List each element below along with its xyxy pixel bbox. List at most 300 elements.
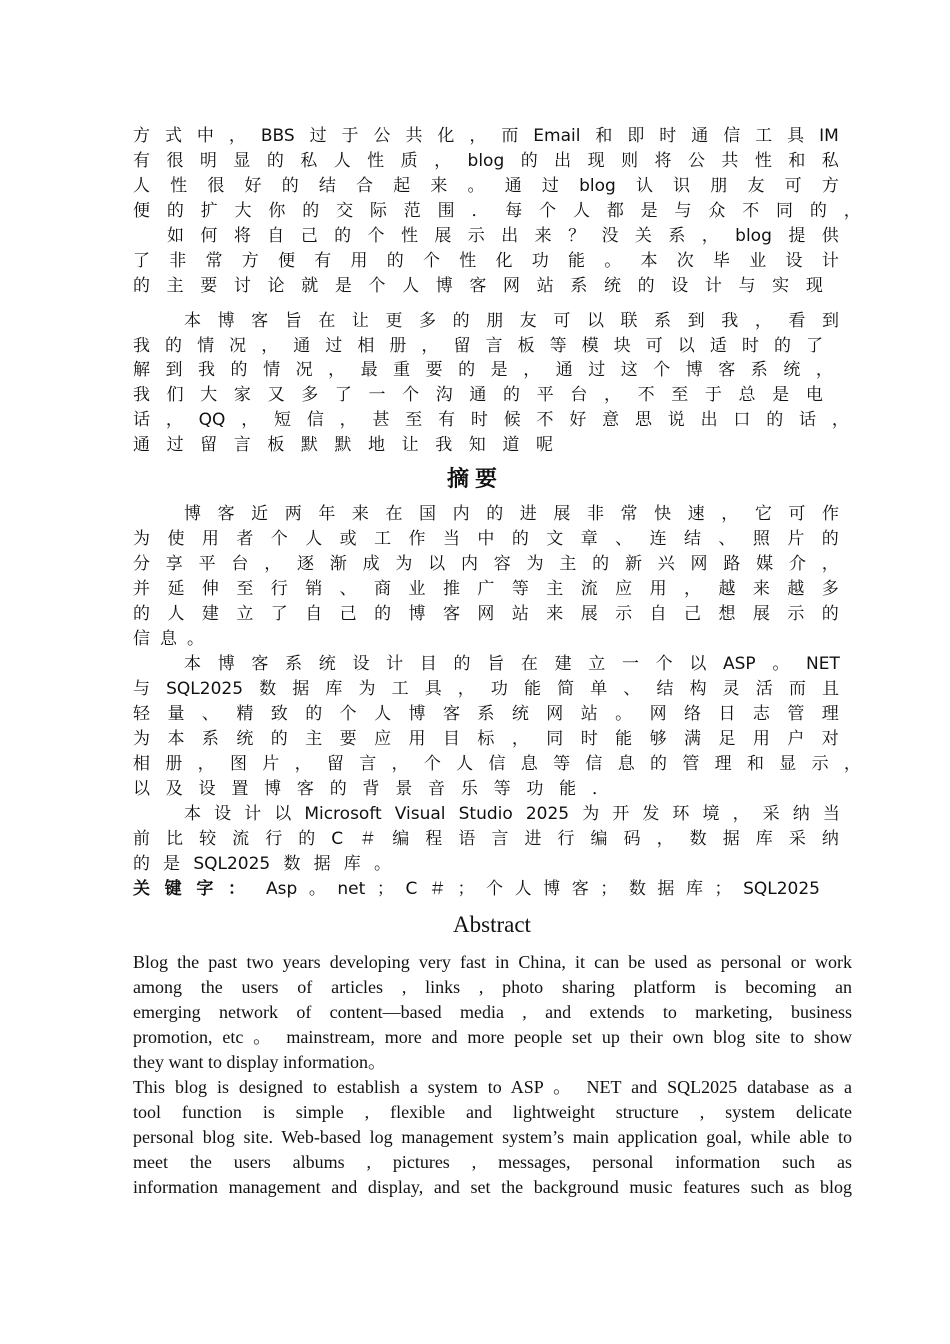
text-token: 立 bbox=[236, 604, 254, 624]
text-token: 电 bbox=[805, 385, 823, 405]
text-token: 人 bbox=[572, 201, 590, 221]
text-token: 人 bbox=[514, 879, 532, 899]
text-token: 个 bbox=[368, 276, 386, 296]
text-token: 我 bbox=[435, 435, 453, 455]
text-token: 数 bbox=[689, 829, 707, 849]
text-token: 平 bbox=[198, 554, 216, 574]
text-token: 适 bbox=[709, 336, 727, 356]
text-token: 数 bbox=[283, 854, 301, 874]
text-token: 渐 bbox=[329, 554, 347, 574]
text-line bbox=[133, 777, 609, 802]
text-token: 过 bbox=[166, 435, 184, 455]
text-token: 时 bbox=[470, 410, 488, 430]
text-token: ， bbox=[721, 504, 739, 524]
text-line bbox=[133, 383, 823, 408]
text-token: 立 bbox=[588, 654, 606, 674]
text-token: 、 bbox=[339, 579, 357, 599]
text-token: 范 bbox=[403, 201, 421, 221]
abstract-zh-title: 摘要 bbox=[446, 467, 503, 492]
text-line: information management and display, and set the background music features such as blog bbox=[133, 1177, 852, 1197]
text-line bbox=[133, 827, 839, 852]
text-token: ： bbox=[227, 879, 245, 899]
text-token: 己 bbox=[300, 226, 318, 246]
text-token: 意 bbox=[602, 410, 620, 430]
text-token: 个 bbox=[653, 360, 671, 380]
text-token: 自 bbox=[267, 226, 285, 246]
text-token: 起 bbox=[393, 176, 411, 196]
text-token: 志 bbox=[752, 704, 770, 724]
keywords-label bbox=[133, 877, 245, 902]
text-token: 过 bbox=[309, 126, 327, 146]
text-token: 现 bbox=[587, 151, 605, 171]
text-line bbox=[133, 174, 839, 199]
text-token: 个 bbox=[655, 654, 673, 674]
text-token: 建 bbox=[554, 654, 572, 674]
text-token: SQL2025 bbox=[743, 879, 820, 899]
text-token: ， bbox=[732, 804, 750, 824]
text-token: 或 bbox=[339, 529, 357, 549]
text-token: 是 bbox=[640, 201, 658, 221]
text-token: 个 bbox=[270, 529, 288, 549]
text-token: Email bbox=[533, 126, 581, 146]
text-token: 的 bbox=[298, 829, 316, 849]
text-token: 功 bbox=[531, 251, 549, 271]
text-token: 功 bbox=[490, 679, 508, 699]
text-token: 环 bbox=[672, 804, 690, 824]
text-token: 目 bbox=[419, 654, 437, 674]
text-token: 来 bbox=[351, 504, 369, 524]
text-token: 次 bbox=[676, 251, 694, 271]
text-token: 系 bbox=[570, 276, 588, 296]
text-token: 业 bbox=[749, 251, 767, 271]
text-token: 的 bbox=[821, 604, 839, 624]
text-token: 能 bbox=[568, 251, 585, 271]
text-token: 站 bbox=[536, 276, 554, 296]
text-token: 库 bbox=[755, 829, 773, 849]
text-token: 关 bbox=[634, 226, 652, 246]
text-token: 工 bbox=[374, 529, 392, 549]
text-token: 建 bbox=[201, 604, 219, 624]
text-token: 以 bbox=[586, 311, 604, 331]
text-token: 毕 bbox=[713, 251, 730, 271]
text-token: ； bbox=[714, 879, 732, 899]
text-token: 伸 bbox=[201, 579, 219, 599]
text-token: 来 bbox=[534, 226, 552, 246]
text-token: 流 bbox=[580, 579, 598, 599]
text-token: 性 bbox=[400, 226, 418, 246]
text-token: 设 bbox=[198, 779, 216, 799]
text-token: 何 bbox=[200, 226, 218, 246]
text-token: 单 bbox=[590, 679, 608, 699]
text-token: 过 bbox=[541, 176, 559, 196]
text-token: 主 bbox=[546, 579, 564, 599]
text-token: 标 bbox=[477, 729, 495, 749]
text-token: 享 bbox=[165, 554, 183, 574]
text-token: net bbox=[337, 879, 366, 899]
keywords-value bbox=[266, 877, 820, 902]
text-token: 家 bbox=[233, 385, 251, 405]
text-token: 客 bbox=[251, 311, 269, 331]
text-token: 据 bbox=[313, 854, 331, 874]
text-token: 我 bbox=[133, 385, 150, 405]
text-token: 让 bbox=[401, 435, 419, 455]
text-token: 数 bbox=[628, 879, 646, 899]
text-token: 是 bbox=[163, 854, 181, 874]
text-token: 为 bbox=[395, 554, 413, 574]
text-token: 能 bbox=[559, 779, 577, 799]
text-token: 个 bbox=[423, 251, 440, 271]
text-token: 公 bbox=[373, 126, 391, 146]
text-token: SQL2025 bbox=[193, 854, 271, 874]
text-token: 主 bbox=[305, 729, 323, 749]
text-token: 没 bbox=[601, 226, 619, 246]
text-token: 销 bbox=[305, 579, 323, 599]
text-token: 是 bbox=[334, 276, 352, 296]
text-token: 的 bbox=[821, 529, 839, 549]
text-token: 扩 bbox=[200, 201, 218, 221]
text-token: 关 bbox=[133, 879, 150, 899]
text-token: blog bbox=[579, 176, 616, 196]
text-token: 于 bbox=[704, 385, 722, 405]
text-token: 短 bbox=[274, 410, 292, 430]
text-token: 来 bbox=[430, 176, 448, 196]
text-token: ， bbox=[511, 729, 529, 749]
text-token: 时 bbox=[741, 336, 759, 356]
text-token: 近 bbox=[251, 504, 269, 524]
text-token: 纳 bbox=[792, 804, 810, 824]
text-line bbox=[133, 358, 833, 383]
text-token: 主 bbox=[166, 276, 184, 296]
text-token: 为 bbox=[358, 679, 376, 699]
text-token: 示 bbox=[811, 754, 829, 774]
text-token: 它 bbox=[754, 504, 772, 524]
text-token: 都 bbox=[606, 201, 624, 221]
text-token: 的 bbox=[452, 311, 470, 331]
text-token: 留 bbox=[200, 435, 218, 455]
text-token: 信 bbox=[723, 126, 741, 146]
text-token: 能 bbox=[524, 679, 542, 699]
text-token: 据 bbox=[722, 829, 740, 849]
text-token: BBS bbox=[260, 126, 295, 146]
text-token: 合 bbox=[356, 176, 374, 196]
text-token: 模 bbox=[581, 336, 599, 356]
text-token: 工 bbox=[391, 679, 409, 699]
text-token: 的 bbox=[266, 151, 284, 171]
text-token: 化 bbox=[495, 251, 513, 271]
text-token: 性 bbox=[367, 151, 385, 171]
text-token: 为 bbox=[526, 554, 544, 574]
text-token: 地 bbox=[368, 435, 386, 455]
text-line: This blog is designed to establish a system to ASP 。 NET and SQL2025 database as a bbox=[133, 1077, 852, 1097]
text-token: 的 bbox=[165, 336, 183, 356]
text-token: 客 bbox=[442, 604, 460, 624]
text-token: 多 bbox=[419, 311, 437, 331]
text-token: 实 bbox=[772, 276, 790, 296]
text-token: 人 bbox=[456, 754, 474, 774]
text-token: 照 bbox=[752, 529, 770, 549]
text-token: 客 bbox=[718, 360, 736, 380]
text-token: 码 bbox=[623, 829, 641, 849]
text-token: 性 bbox=[170, 176, 188, 196]
text-line bbox=[184, 652, 840, 677]
text-token: 公 bbox=[687, 151, 705, 171]
text-token: 如 bbox=[167, 226, 184, 246]
text-token: 境 bbox=[702, 804, 720, 824]
text-token: ， bbox=[241, 410, 259, 430]
text-token: 的 bbox=[520, 151, 538, 171]
text-token: 简 bbox=[557, 679, 575, 699]
text-token: ， bbox=[391, 754, 409, 774]
text-token: 客 bbox=[296, 779, 314, 799]
text-token: 朋 bbox=[486, 311, 504, 331]
text-token: 便 bbox=[133, 201, 150, 221]
text-token: 络 bbox=[684, 704, 701, 724]
text-token: 分 bbox=[133, 554, 150, 574]
text-token: 系 bbox=[750, 360, 768, 380]
text-line bbox=[133, 334, 823, 359]
text-token: 主 bbox=[559, 554, 577, 574]
text-token: 让 bbox=[351, 311, 369, 331]
text-token: 、 bbox=[718, 529, 736, 549]
text-token: 况 bbox=[295, 360, 313, 380]
text-token: 性 bbox=[754, 151, 772, 171]
text-token: 量 bbox=[167, 704, 185, 724]
text-line bbox=[184, 502, 839, 527]
text-token: 和 bbox=[746, 754, 764, 774]
text-token: 构 bbox=[689, 679, 707, 699]
text-token: 在 bbox=[520, 654, 538, 674]
text-token: 通 bbox=[133, 435, 150, 455]
text-token: 到 bbox=[687, 311, 705, 331]
text-line bbox=[133, 602, 839, 627]
text-token: 的 bbox=[166, 201, 184, 221]
text-token: IM bbox=[819, 126, 839, 146]
text-token: 的 bbox=[386, 251, 404, 271]
text-token: 本 bbox=[640, 251, 658, 271]
text-token: 统 bbox=[603, 276, 621, 296]
text-token: 客 bbox=[442, 704, 460, 724]
text-token: 且 bbox=[822, 679, 839, 699]
text-token: 活 bbox=[755, 679, 773, 699]
text-token: 章 bbox=[580, 529, 598, 549]
text-token: 话 bbox=[133, 410, 150, 430]
text-line: Blog the past two years developing very fast in China, it can be used as personal or work bbox=[133, 952, 852, 972]
text-token: 留 bbox=[326, 754, 344, 774]
text-token: 前 bbox=[133, 829, 150, 849]
text-token: 论 bbox=[267, 276, 285, 296]
text-token: 。 bbox=[615, 704, 633, 724]
text-token: 的 bbox=[230, 360, 248, 380]
text-token: ＃ bbox=[428, 879, 446, 899]
text-token: 的 bbox=[374, 604, 392, 624]
text-token: 想 bbox=[718, 604, 736, 624]
text-token: 信 bbox=[306, 410, 324, 430]
text-token: 化 bbox=[437, 126, 455, 146]
text-token: 网 bbox=[546, 704, 564, 724]
text-line bbox=[133, 124, 839, 149]
text-line bbox=[133, 408, 849, 433]
text-token: 设 bbox=[785, 251, 803, 271]
text-token: 编 bbox=[392, 829, 410, 849]
text-token: 统 bbox=[318, 654, 336, 674]
text-line bbox=[133, 727, 839, 752]
text-line bbox=[133, 552, 839, 577]
text-token: 一 bbox=[368, 385, 386, 405]
text-token: 工 bbox=[755, 126, 773, 146]
text-token: 路 bbox=[723, 554, 741, 574]
text-token: 围 bbox=[437, 201, 455, 221]
text-token: 最 bbox=[360, 360, 378, 380]
text-token: 展 bbox=[553, 504, 571, 524]
text-token: 己 bbox=[339, 604, 357, 624]
text-token: 博 bbox=[264, 779, 282, 799]
text-token: 用 bbox=[649, 579, 667, 599]
text-token: 识 bbox=[673, 176, 691, 196]
text-token: 有 bbox=[438, 410, 456, 430]
text-token: 了 bbox=[133, 251, 150, 271]
text-token: 快 bbox=[654, 504, 672, 524]
text-token: 进 bbox=[524, 829, 542, 849]
text-token: 你 bbox=[268, 201, 286, 221]
text-token: 致 bbox=[270, 704, 288, 724]
text-token: 。 bbox=[373, 854, 391, 874]
text-token: ， bbox=[165, 410, 183, 430]
text-token: 出 bbox=[554, 151, 572, 171]
text-token: 客 bbox=[469, 276, 487, 296]
text-token: 册 bbox=[389, 336, 407, 356]
text-token: 用 bbox=[350, 251, 368, 271]
text-token: 的 bbox=[302, 201, 320, 221]
text-token: 设 bbox=[352, 654, 370, 674]
text-token: 我 bbox=[721, 311, 739, 331]
text-token: 。 bbox=[467, 176, 485, 196]
text-token: 了 bbox=[270, 604, 288, 624]
text-token: 结 bbox=[318, 176, 336, 196]
text-token: 系 bbox=[477, 704, 495, 724]
text-token: 置 bbox=[231, 779, 249, 799]
text-token: 、 bbox=[615, 529, 633, 549]
text-token: 通 bbox=[691, 126, 709, 146]
text-token: 内 bbox=[452, 504, 470, 524]
text-token: 博 bbox=[217, 654, 235, 674]
text-token: 乐 bbox=[460, 779, 478, 799]
text-token: 大 bbox=[200, 385, 218, 405]
text-token: 通 bbox=[504, 176, 522, 196]
text-token: 多 bbox=[821, 579, 839, 599]
text-token: 式 bbox=[164, 126, 182, 146]
text-token: 站 bbox=[580, 704, 598, 724]
text-token: 、 bbox=[623, 679, 641, 699]
text-token: 当 bbox=[822, 804, 840, 824]
text-token: ， bbox=[328, 360, 346, 380]
text-token: 通 bbox=[469, 385, 487, 405]
text-token: 行 bbox=[557, 829, 575, 849]
text-token: 系 bbox=[285, 654, 303, 674]
text-token: ， bbox=[434, 151, 452, 171]
text-token: 的 bbox=[458, 360, 476, 380]
text-token: 与 bbox=[133, 679, 150, 699]
text-token: 行 bbox=[265, 829, 283, 849]
text-line bbox=[133, 752, 861, 777]
text-token: 台 bbox=[570, 385, 588, 405]
text-token: 示 bbox=[615, 604, 633, 624]
text-token: 成 bbox=[362, 554, 380, 574]
text-token: 采 bbox=[762, 804, 780, 824]
text-token: 私 bbox=[300, 151, 318, 171]
text-token: 有 bbox=[133, 151, 150, 171]
text-token: ， bbox=[264, 554, 282, 574]
text-token: 设 bbox=[214, 804, 232, 824]
text-token: 好 bbox=[569, 410, 587, 430]
text-token: 提 bbox=[788, 226, 806, 246]
text-token: 常 bbox=[205, 251, 223, 271]
text-token: 到 bbox=[821, 311, 839, 331]
text-token: ， bbox=[843, 754, 861, 774]
text-token: 本 bbox=[184, 311, 201, 331]
text-token: 站 bbox=[511, 604, 529, 624]
text-token: ， bbox=[656, 829, 674, 849]
text-token: 很 bbox=[166, 151, 184, 171]
text-token: 看 bbox=[788, 311, 806, 331]
text-token: 具 bbox=[424, 679, 442, 699]
text-token: 网 bbox=[503, 276, 521, 296]
text-token: 为 bbox=[133, 729, 150, 749]
text-token: 以 bbox=[689, 654, 707, 674]
text-token: 的 bbox=[133, 604, 150, 624]
text-token: 知 bbox=[468, 435, 486, 455]
text-token: 私 bbox=[821, 151, 839, 171]
text-token: 程 bbox=[425, 829, 443, 849]
text-token: 人 bbox=[333, 151, 351, 171]
text-token: 据 bbox=[657, 879, 675, 899]
text-token: ； bbox=[376, 879, 394, 899]
text-token: ， bbox=[469, 126, 487, 146]
text-token: ， bbox=[421, 336, 439, 356]
text-token: 有 bbox=[314, 251, 332, 271]
text-token: 发 bbox=[642, 804, 660, 824]
text-line bbox=[133, 527, 839, 552]
text-token: 据 bbox=[292, 679, 310, 699]
text-token: 介 bbox=[788, 554, 806, 574]
text-token: 出 bbox=[501, 226, 519, 246]
text-token: 言 bbox=[485, 336, 503, 356]
text-token: Microsoft bbox=[304, 804, 382, 824]
text-token: 客 bbox=[217, 504, 235, 524]
text-token: 很 bbox=[207, 176, 225, 196]
text-token: 图 bbox=[229, 754, 247, 774]
abstract-en-title: Abstract bbox=[453, 912, 531, 937]
text-token: 而 bbox=[788, 679, 806, 699]
text-token: 越 bbox=[787, 579, 805, 599]
text-token: 交 bbox=[336, 201, 354, 221]
text-token: 一 bbox=[621, 654, 639, 674]
text-token: 方 bbox=[241, 251, 259, 271]
text-token: 默 bbox=[300, 435, 318, 455]
text-token: 旨 bbox=[487, 654, 505, 674]
text-token: ， bbox=[294, 754, 312, 774]
text-token: 、 bbox=[201, 704, 219, 724]
text-line bbox=[133, 199, 861, 224]
text-token: 开 bbox=[612, 804, 630, 824]
text-token: 作 bbox=[821, 504, 839, 524]
text-token: 于 bbox=[341, 126, 359, 146]
text-token: 博 bbox=[408, 604, 426, 624]
text-token: ； bbox=[600, 879, 618, 899]
text-token: ， bbox=[684, 579, 701, 599]
text-token: 的 bbox=[592, 554, 610, 574]
text-token: 语 bbox=[458, 829, 476, 849]
text-token: 景 bbox=[395, 779, 413, 799]
